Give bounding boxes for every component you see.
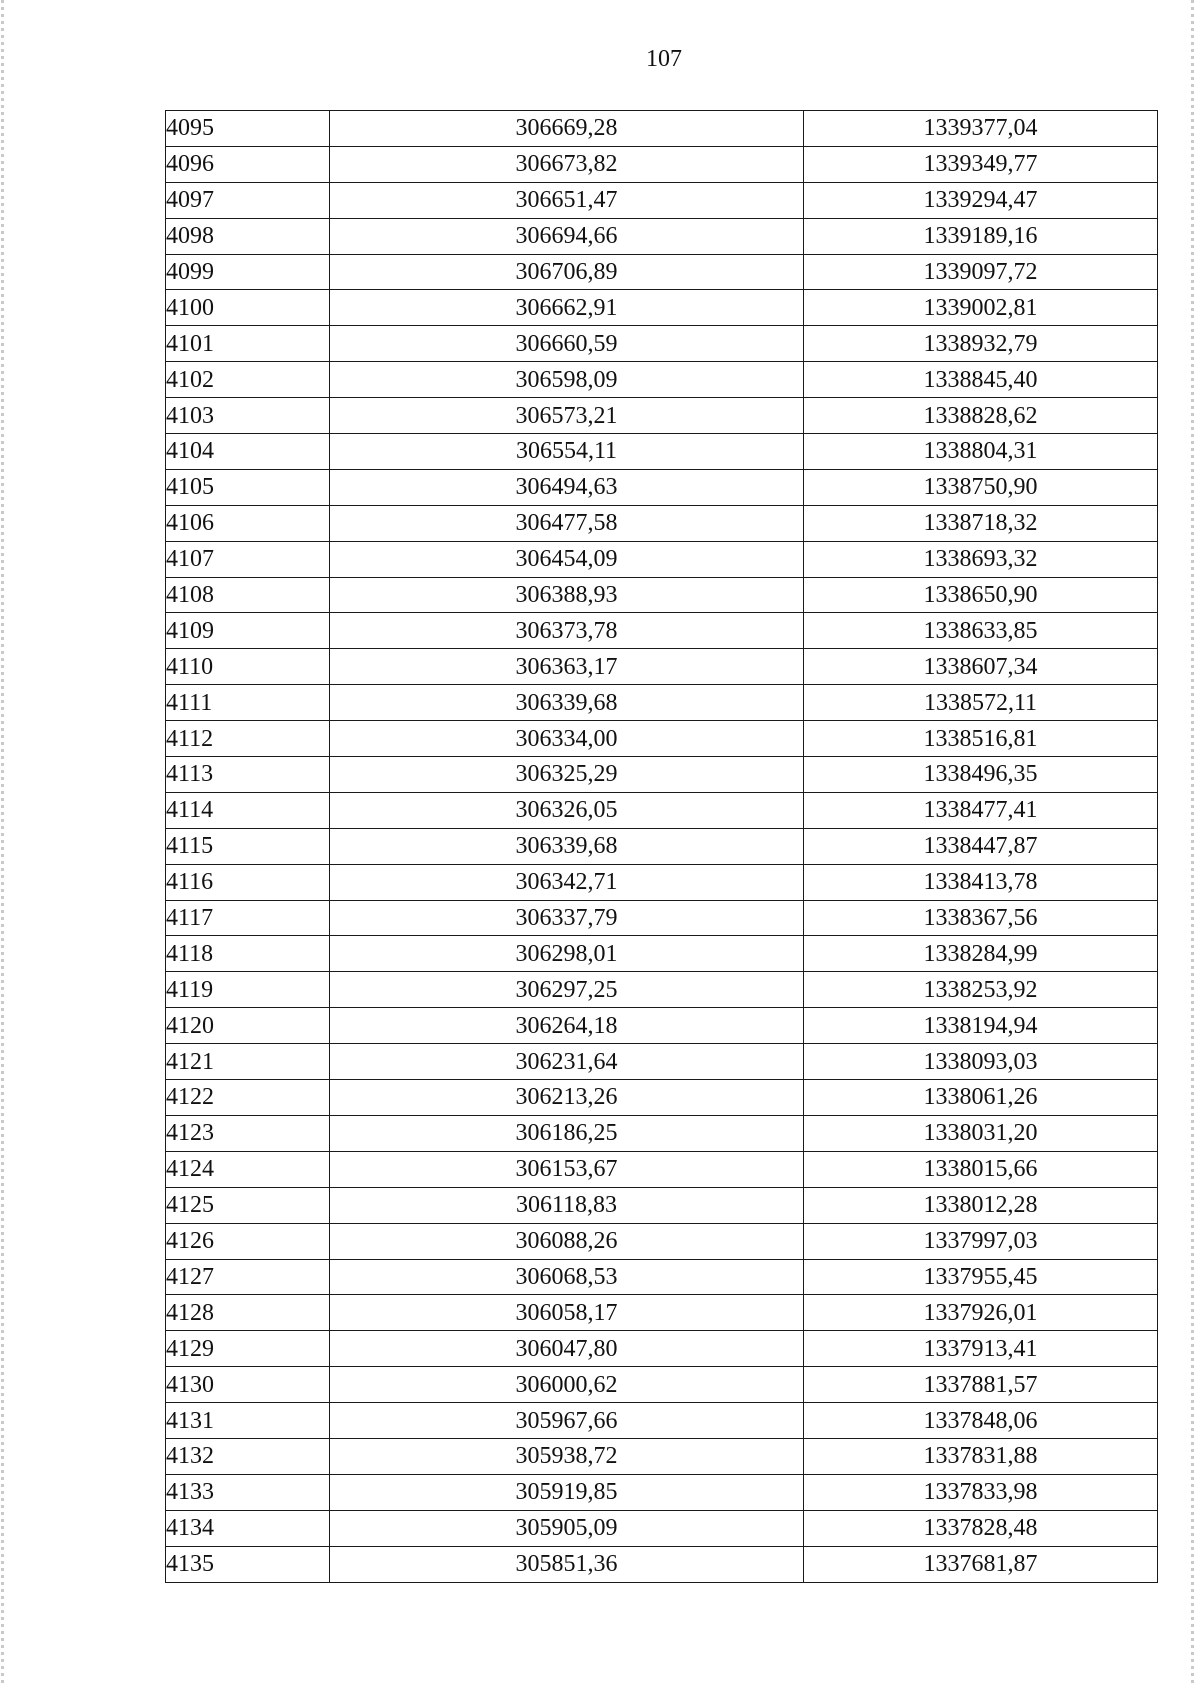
point-number-cell: 4132 xyxy=(166,1438,330,1474)
point-number-cell: 4131 xyxy=(166,1403,330,1439)
table-row xyxy=(166,505,1158,541)
y-coordinate-cell: 1337681,87 xyxy=(804,1546,1158,1582)
point-number-cell: 4104 xyxy=(166,434,330,470)
point-number-cell: 4122 xyxy=(166,1080,330,1116)
coordinates-table xyxy=(165,110,1158,1583)
point-number-cell: 4105 xyxy=(166,469,330,505)
table-row xyxy=(166,1438,1158,1474)
point-number-cell: 4099 xyxy=(166,254,330,290)
table-row xyxy=(166,864,1158,900)
point-number-cell: 4106 xyxy=(166,505,330,541)
x-coordinate-cell: 306231,64 xyxy=(330,1044,804,1080)
y-coordinate-cell: 1338750,90 xyxy=(804,469,1158,505)
y-coordinate-cell: 1337828,48 xyxy=(804,1510,1158,1546)
x-coordinate-cell: 306673,82 xyxy=(330,146,804,182)
x-coordinate-cell: 306554,11 xyxy=(330,434,804,470)
point-number-cell: 4103 xyxy=(166,398,330,434)
y-coordinate-cell: 1338828,62 xyxy=(804,398,1158,434)
point-number-cell: 4128 xyxy=(166,1295,330,1331)
y-coordinate-cell: 1338194,94 xyxy=(804,1008,1158,1044)
table-row xyxy=(166,1510,1158,1546)
x-coordinate-cell: 306651,47 xyxy=(330,182,804,218)
y-coordinate-cell: 1338693,32 xyxy=(804,541,1158,577)
table-row xyxy=(166,792,1158,828)
x-coordinate-cell: 306598,09 xyxy=(330,362,804,398)
table-row xyxy=(166,326,1158,362)
x-coordinate-cell: 306213,26 xyxy=(330,1080,804,1116)
y-coordinate-cell: 1339097,72 xyxy=(804,254,1158,290)
point-number-cell: 4101 xyxy=(166,326,330,362)
x-coordinate-cell: 306373,78 xyxy=(330,613,804,649)
scan-edge-left xyxy=(1,0,4,1686)
y-coordinate-cell: 1339294,47 xyxy=(804,182,1158,218)
point-number-cell: 4114 xyxy=(166,792,330,828)
table-row xyxy=(166,972,1158,1008)
table-row xyxy=(166,398,1158,434)
table-row xyxy=(166,1546,1158,1582)
x-coordinate-cell: 306339,68 xyxy=(330,828,804,864)
x-coordinate-cell: 306694,66 xyxy=(330,218,804,254)
table-row xyxy=(166,182,1158,218)
table-row xyxy=(166,1259,1158,1295)
y-coordinate-cell: 1337926,01 xyxy=(804,1295,1158,1331)
y-coordinate-cell: 1338031,20 xyxy=(804,1115,1158,1151)
table-row xyxy=(166,1115,1158,1151)
x-coordinate-cell: 306325,29 xyxy=(330,757,804,793)
table-row xyxy=(166,1044,1158,1080)
y-coordinate-cell: 1337831,88 xyxy=(804,1438,1158,1474)
point-number-cell: 4102 xyxy=(166,362,330,398)
point-number-cell: 4110 xyxy=(166,649,330,685)
y-coordinate-cell: 1338633,85 xyxy=(804,613,1158,649)
x-coordinate-cell: 306454,09 xyxy=(330,541,804,577)
y-coordinate-cell: 1338650,90 xyxy=(804,577,1158,613)
x-coordinate-cell: 306662,91 xyxy=(330,290,804,326)
y-coordinate-cell: 1338804,31 xyxy=(804,434,1158,470)
point-number-cell: 4113 xyxy=(166,757,330,793)
point-number-cell: 4120 xyxy=(166,1008,330,1044)
table-row xyxy=(166,649,1158,685)
point-number-cell: 4098 xyxy=(166,218,330,254)
x-coordinate-cell: 306660,59 xyxy=(330,326,804,362)
table-row xyxy=(166,1474,1158,1510)
table-row xyxy=(166,290,1158,326)
x-coordinate-cell: 306118,83 xyxy=(330,1187,804,1223)
point-number-cell: 4124 xyxy=(166,1151,330,1187)
table-row xyxy=(166,757,1158,793)
table-row xyxy=(166,1403,1158,1439)
x-coordinate-cell: 305919,85 xyxy=(330,1474,804,1510)
x-coordinate-cell: 305967,66 xyxy=(330,1403,804,1439)
x-coordinate-cell: 305851,36 xyxy=(330,1546,804,1582)
x-coordinate-cell: 306494,63 xyxy=(330,469,804,505)
point-number-cell: 4115 xyxy=(166,828,330,864)
x-coordinate-cell: 306363,17 xyxy=(330,649,804,685)
y-coordinate-cell: 1338061,26 xyxy=(804,1080,1158,1116)
point-number-cell: 4133 xyxy=(166,1474,330,1510)
table-row xyxy=(166,1008,1158,1044)
y-coordinate-cell: 1338413,78 xyxy=(804,864,1158,900)
table-row xyxy=(166,254,1158,290)
x-coordinate-cell: 306264,18 xyxy=(330,1008,804,1044)
table-row xyxy=(166,1295,1158,1331)
point-number-cell: 4097 xyxy=(166,182,330,218)
table-row xyxy=(166,1223,1158,1259)
point-number-cell: 4116 xyxy=(166,864,330,900)
table-row xyxy=(166,685,1158,721)
table-row xyxy=(166,146,1158,182)
y-coordinate-cell: 1338015,66 xyxy=(804,1151,1158,1187)
x-coordinate-cell: 306706,89 xyxy=(330,254,804,290)
point-number-cell: 4127 xyxy=(166,1259,330,1295)
table-row xyxy=(166,111,1158,147)
y-coordinate-cell: 1338093,03 xyxy=(804,1044,1158,1080)
x-coordinate-cell: 306000,62 xyxy=(330,1367,804,1403)
x-coordinate-cell: 306337,79 xyxy=(330,900,804,936)
table-row xyxy=(166,936,1158,972)
x-coordinate-cell: 306297,25 xyxy=(330,972,804,1008)
point-number-cell: 4117 xyxy=(166,900,330,936)
point-number-cell: 4129 xyxy=(166,1331,330,1367)
point-number-cell: 4125 xyxy=(166,1187,330,1223)
point-number-cell: 4119 xyxy=(166,972,330,1008)
y-coordinate-cell: 1338572,11 xyxy=(804,685,1158,721)
scan-edge-right xyxy=(1191,0,1194,1686)
table-row xyxy=(166,577,1158,613)
y-coordinate-cell: 1338718,32 xyxy=(804,505,1158,541)
x-coordinate-cell: 306669,28 xyxy=(330,111,804,147)
table-row xyxy=(166,1367,1158,1403)
point-number-cell: 4108 xyxy=(166,577,330,613)
point-number-cell: 4121 xyxy=(166,1044,330,1080)
y-coordinate-cell: 1338367,56 xyxy=(804,900,1158,936)
y-coordinate-cell: 1338845,40 xyxy=(804,362,1158,398)
table-row xyxy=(166,1187,1158,1223)
point-number-cell: 4130 xyxy=(166,1367,330,1403)
x-coordinate-cell: 306339,68 xyxy=(330,685,804,721)
x-coordinate-cell: 306388,93 xyxy=(330,577,804,613)
y-coordinate-cell: 1337881,57 xyxy=(804,1367,1158,1403)
page-number: 107 xyxy=(646,46,682,72)
x-coordinate-cell: 306068,53 xyxy=(330,1259,804,1295)
point-number-cell: 4118 xyxy=(166,936,330,972)
point-number-cell: 4134 xyxy=(166,1510,330,1546)
y-coordinate-cell: 1337833,98 xyxy=(804,1474,1158,1510)
point-number-cell: 4111 xyxy=(166,685,330,721)
table-row xyxy=(166,613,1158,649)
x-coordinate-cell: 305905,09 xyxy=(330,1510,804,1546)
x-coordinate-cell: 306342,71 xyxy=(330,864,804,900)
point-number-cell: 4135 xyxy=(166,1546,330,1582)
point-number-cell: 4100 xyxy=(166,290,330,326)
table-row xyxy=(166,541,1158,577)
point-number-cell: 4096 xyxy=(166,146,330,182)
table-row xyxy=(166,218,1158,254)
y-coordinate-cell: 1338477,41 xyxy=(804,792,1158,828)
table-row xyxy=(166,469,1158,505)
x-coordinate-cell: 306058,17 xyxy=(330,1295,804,1331)
x-coordinate-cell: 306186,25 xyxy=(330,1115,804,1151)
x-coordinate-cell: 306088,26 xyxy=(330,1223,804,1259)
point-number-cell: 4126 xyxy=(166,1223,330,1259)
y-coordinate-cell: 1338284,99 xyxy=(804,936,1158,972)
y-coordinate-cell: 1338253,92 xyxy=(804,972,1158,1008)
x-coordinate-cell: 306047,80 xyxy=(330,1331,804,1367)
table-row xyxy=(166,1151,1158,1187)
x-coordinate-cell: 306298,01 xyxy=(330,936,804,972)
x-coordinate-cell: 306477,58 xyxy=(330,505,804,541)
y-coordinate-cell: 1338932,79 xyxy=(804,326,1158,362)
y-coordinate-cell: 1338012,28 xyxy=(804,1187,1158,1223)
table-row xyxy=(166,1080,1158,1116)
point-number-cell: 4112 xyxy=(166,721,330,757)
table-row xyxy=(166,828,1158,864)
coordinates-table-body xyxy=(166,111,1158,1583)
y-coordinate-cell: 1339377,04 xyxy=(804,111,1158,147)
y-coordinate-cell: 1337913,41 xyxy=(804,1331,1158,1367)
point-number-cell: 4107 xyxy=(166,541,330,577)
y-coordinate-cell: 1337997,03 xyxy=(804,1223,1158,1259)
y-coordinate-cell: 1339349,77 xyxy=(804,146,1158,182)
table-row xyxy=(166,362,1158,398)
table-row xyxy=(166,1331,1158,1367)
x-coordinate-cell: 306326,05 xyxy=(330,792,804,828)
y-coordinate-cell: 1337955,45 xyxy=(804,1259,1158,1295)
x-coordinate-cell: 306153,67 xyxy=(330,1151,804,1187)
table-row xyxy=(166,900,1158,936)
y-coordinate-cell: 1339189,16 xyxy=(804,218,1158,254)
y-coordinate-cell: 1339002,81 xyxy=(804,290,1158,326)
y-coordinate-cell: 1337848,06 xyxy=(804,1403,1158,1439)
y-coordinate-cell: 1338516,81 xyxy=(804,721,1158,757)
point-number-cell: 4109 xyxy=(166,613,330,649)
x-coordinate-cell: 306573,21 xyxy=(330,398,804,434)
table-row xyxy=(166,721,1158,757)
y-coordinate-cell: 1338496,35 xyxy=(804,757,1158,793)
table-row xyxy=(166,434,1158,470)
x-coordinate-cell: 306334,00 xyxy=(330,721,804,757)
x-coordinate-cell: 305938,72 xyxy=(330,1438,804,1474)
y-coordinate-cell: 1338447,87 xyxy=(804,828,1158,864)
y-coordinate-cell: 1338607,34 xyxy=(804,649,1158,685)
point-number-cell: 4095 xyxy=(166,111,330,147)
point-number-cell: 4123 xyxy=(166,1115,330,1151)
